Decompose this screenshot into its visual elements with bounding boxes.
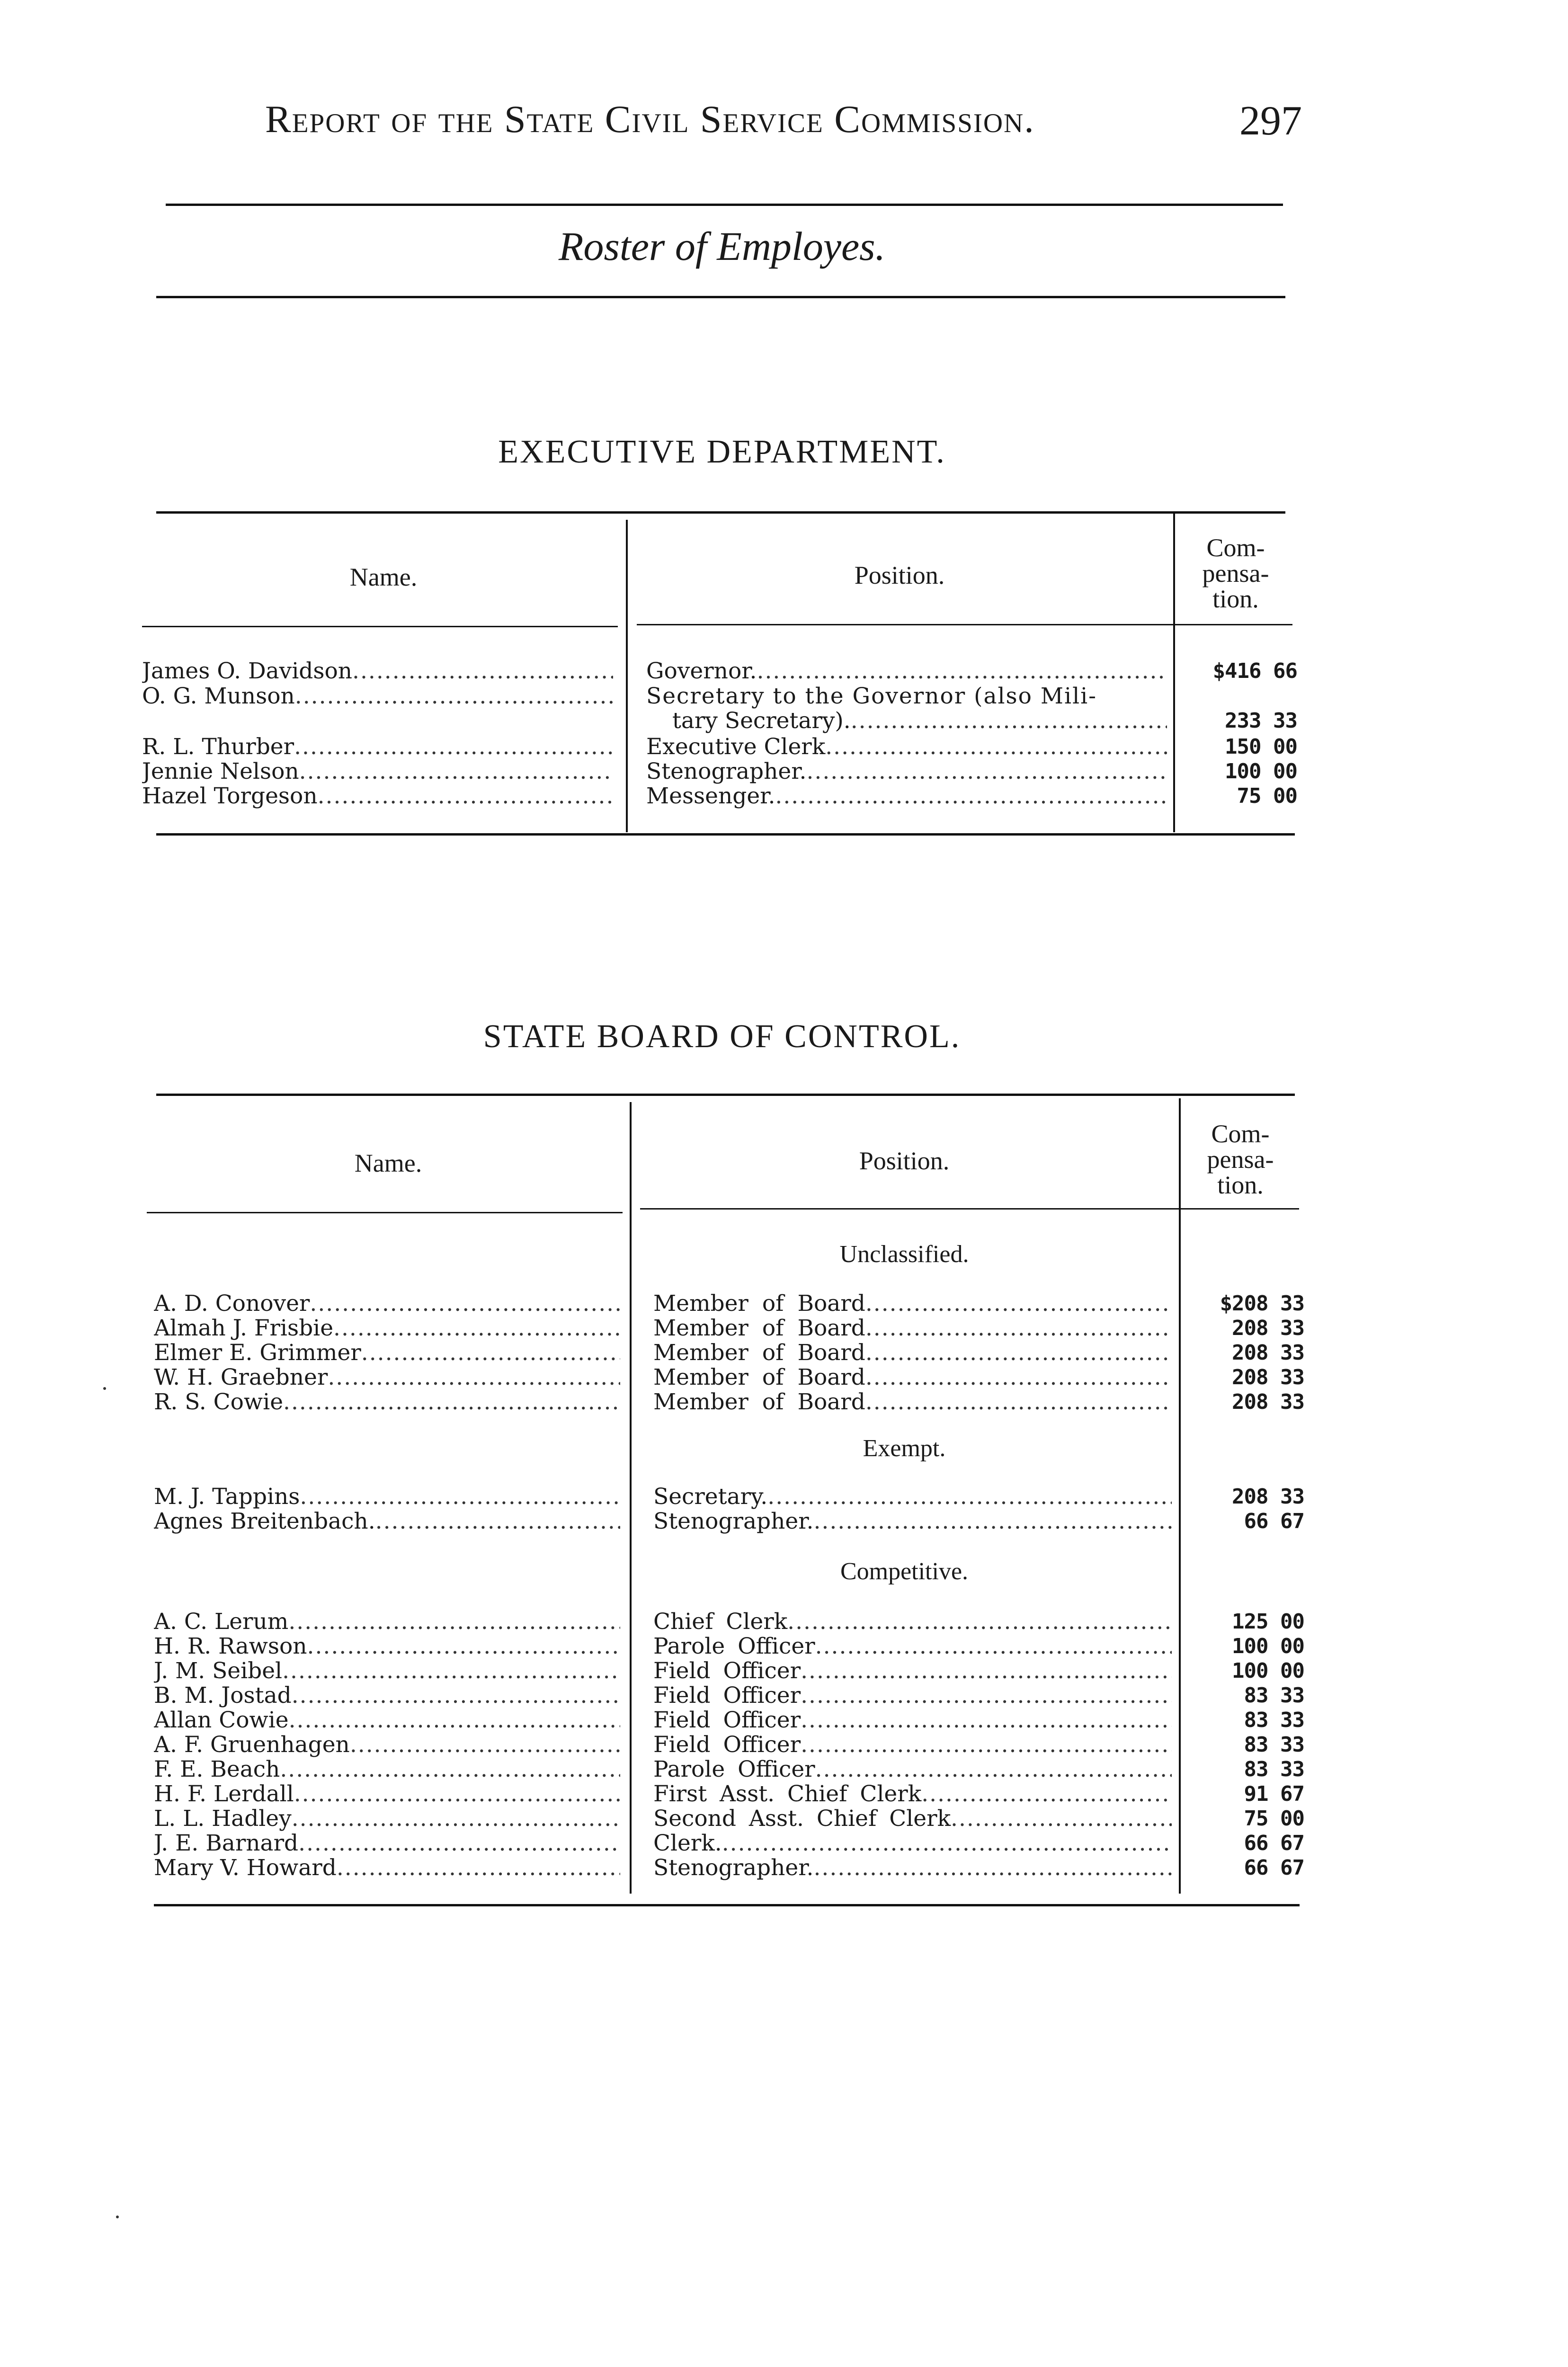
dot-leader bbox=[951, 1806, 1172, 1831]
dot-leader bbox=[294, 1782, 620, 1806]
employee-compensation: 83 33 bbox=[1244, 1733, 1304, 1757]
employee-position-continued: tary Secretary). bbox=[672, 709, 851, 733]
employee-compensation: 75 00 bbox=[1244, 1806, 1304, 1831]
dot-leader bbox=[328, 1365, 620, 1390]
employee-position: Field Officer bbox=[653, 1659, 801, 1683]
dot-leader bbox=[787, 1610, 1172, 1634]
board-header-comp-3: tion. bbox=[1217, 1171, 1264, 1199]
employee-name: H. F. Lerdall bbox=[154, 1782, 294, 1806]
employee-compensation: 150 00 bbox=[1225, 735, 1297, 759]
dot-leader bbox=[310, 1291, 620, 1316]
exec-divider-1 bbox=[626, 520, 628, 832]
board-header-name: Name. bbox=[354, 1149, 422, 1177]
employee-compensation: 208 33 bbox=[1232, 1485, 1304, 1509]
dot-leader bbox=[280, 1757, 620, 1782]
employee-position: Secretary to the Governor (also Mili- bbox=[646, 684, 1097, 709]
exec-header-comp-3: tion. bbox=[1212, 585, 1259, 613]
dot-leader bbox=[361, 1341, 620, 1365]
roster-subtitle: Roster of Employes. bbox=[558, 223, 886, 269]
employee-compensation: 66 67 bbox=[1244, 1831, 1304, 1855]
dot-leader bbox=[300, 1485, 620, 1509]
employee-compensation: 208 33 bbox=[1232, 1316, 1304, 1340]
dot-leader bbox=[801, 1683, 1172, 1708]
dot-leader bbox=[318, 784, 613, 809]
dot-leader bbox=[283, 1390, 620, 1415]
employee-name: Agnes Breitenbach. bbox=[154, 1509, 375, 1534]
dot-leader bbox=[337, 1856, 620, 1880]
employee-name: Jennie Nelson bbox=[142, 759, 299, 784]
employee-name: A. F. Gruenhagen bbox=[154, 1733, 350, 1757]
dot-leader bbox=[801, 1659, 1172, 1683]
employee-compensation: 208 33 bbox=[1232, 1365, 1304, 1389]
dot-leader bbox=[815, 1634, 1172, 1659]
employee-compensation: 75 00 bbox=[1237, 784, 1297, 808]
dot-leader bbox=[288, 1610, 620, 1634]
employee-compensation: 100 00 bbox=[1232, 1634, 1304, 1658]
employee-compensation: 100 00 bbox=[1232, 1659, 1304, 1683]
employee-name: Mary V. Howard bbox=[154, 1856, 337, 1880]
dot-leader bbox=[806, 759, 1167, 784]
scan-speck bbox=[116, 2216, 119, 2218]
subtitle-rule bbox=[156, 296, 1285, 298]
employee-compensation: $416 66 bbox=[1212, 659, 1297, 683]
board-header-rule-left bbox=[147, 1212, 623, 1213]
dot-leader bbox=[295, 684, 613, 709]
running-title: Report of the State Civil Service Commission. bbox=[265, 98, 1035, 141]
dot-leader bbox=[825, 735, 1167, 759]
employee-position: Governor. bbox=[646, 659, 757, 684]
group-label-competitive: Competitive. bbox=[840, 1558, 969, 1585]
dot-leader bbox=[775, 784, 1167, 809]
board-divider-1 bbox=[630, 1102, 632, 1894]
exec-header-comp-2: pensa- bbox=[1202, 559, 1269, 587]
exec-header-comp-1: Com- bbox=[1206, 534, 1265, 562]
employee-name: B. M. Jostad bbox=[154, 1683, 292, 1708]
exec-header-position: Position. bbox=[854, 561, 945, 589]
employee-name: James O. Davidson bbox=[142, 659, 353, 684]
dot-leader bbox=[865, 1316, 1172, 1341]
dot-leader bbox=[851, 709, 1167, 733]
exec-bottom-rule bbox=[156, 833, 1295, 836]
exec-header-name: Name. bbox=[349, 563, 418, 591]
employee-position: Clerk. bbox=[653, 1831, 722, 1856]
page-number: 297 bbox=[1239, 98, 1302, 144]
group-label-unclassified: Unclassified. bbox=[839, 1241, 969, 1268]
dot-leader bbox=[292, 1683, 620, 1708]
dot-leader bbox=[757, 659, 1167, 684]
employee-compensation: 100 00 bbox=[1225, 759, 1297, 783]
employee-compensation: 233 33 bbox=[1225, 709, 1297, 733]
employee-position: Field Officer bbox=[653, 1733, 801, 1757]
employee-name: M. J. Tappins bbox=[154, 1485, 300, 1509]
scan-speck bbox=[103, 1387, 106, 1390]
employee-name: L. L. Hadley bbox=[154, 1806, 292, 1831]
group-label-exempt: Exempt. bbox=[863, 1435, 946, 1462]
board-top-rule bbox=[156, 1094, 1295, 1096]
employee-position: Chief Clerk bbox=[653, 1610, 788, 1634]
employee-name: H. R. Rawson bbox=[154, 1634, 307, 1659]
employee-position: Stenographer. bbox=[653, 1856, 814, 1880]
employee-name: W. H. Graebner bbox=[154, 1365, 328, 1390]
employee-position: Second Asst. Chief Clerk bbox=[653, 1806, 951, 1831]
board-header-comp-1: Com- bbox=[1211, 1120, 1270, 1148]
employee-name: A. C. Lerum bbox=[154, 1610, 289, 1634]
employee-compensation: 66 67 bbox=[1244, 1856, 1304, 1880]
board-header-rule-right bbox=[640, 1208, 1299, 1210]
employee-position: Stenographer. bbox=[646, 759, 807, 784]
employee-name: Elmer E. Grimmer bbox=[154, 1341, 361, 1365]
employee-compensation: $208 33 bbox=[1220, 1291, 1304, 1316]
employee-name: J. M. Seibel bbox=[154, 1659, 283, 1683]
exec-top-rule bbox=[156, 511, 1285, 514]
employee-position: Member of Board bbox=[653, 1390, 865, 1415]
dot-leader bbox=[289, 1708, 620, 1733]
dot-leader bbox=[350, 1733, 620, 1757]
dot-leader bbox=[813, 1856, 1172, 1880]
dot-leader bbox=[801, 1733, 1172, 1757]
dot-leader bbox=[352, 659, 613, 684]
employee-position: Parole Officer bbox=[653, 1634, 815, 1659]
dot-leader bbox=[292, 1806, 620, 1831]
board-header-comp-2: pensa- bbox=[1207, 1145, 1274, 1174]
employee-name: O. G. Munson bbox=[142, 684, 295, 709]
employee-position: Member of Board bbox=[653, 1341, 865, 1365]
employee-compensation: 208 33 bbox=[1232, 1390, 1304, 1414]
exec-header-rule-left bbox=[142, 626, 618, 627]
employee-compensation: 83 33 bbox=[1244, 1757, 1304, 1781]
employee-name: F. E. Beach bbox=[154, 1757, 280, 1782]
employee-compensation: 66 67 bbox=[1244, 1509, 1304, 1533]
employee-compensation: 91 67 bbox=[1244, 1782, 1304, 1806]
dot-leader bbox=[307, 1634, 620, 1659]
top-rule bbox=[166, 204, 1283, 206]
employee-position: Messenger. bbox=[646, 784, 775, 809]
employee-position: Secretary. bbox=[653, 1485, 768, 1509]
dot-leader bbox=[722, 1831, 1172, 1856]
dot-leader bbox=[813, 1509, 1172, 1534]
dot-leader bbox=[298, 1831, 620, 1856]
board-bottom-rule bbox=[154, 1904, 1300, 1906]
employee-name: R. S. Cowie bbox=[154, 1390, 284, 1415]
employee-compensation: 208 33 bbox=[1232, 1341, 1304, 1365]
employee-position: Field Officer bbox=[653, 1683, 801, 1708]
dot-leader bbox=[333, 1316, 620, 1341]
exec-header-rule-right bbox=[637, 624, 1292, 625]
dot-leader bbox=[375, 1509, 620, 1534]
dot-leader bbox=[921, 1782, 1172, 1806]
employee-position: Member of Board bbox=[653, 1365, 865, 1390]
employee-name: R. L. Thurber bbox=[142, 735, 294, 759]
employee-position: Field Officer bbox=[653, 1708, 801, 1733]
employee-position: Parole Officer bbox=[653, 1757, 815, 1782]
board-title: STATE BOARD OF CONTROL. bbox=[483, 1018, 961, 1055]
board-divider-2 bbox=[1179, 1098, 1181, 1894]
dot-leader bbox=[865, 1291, 1172, 1316]
employee-name: Hazel Torgeson bbox=[142, 784, 318, 809]
board-header-position: Position. bbox=[859, 1147, 950, 1175]
employee-name: Almah J. Frisbie bbox=[154, 1316, 334, 1341]
dot-leader bbox=[282, 1659, 620, 1683]
employee-compensation: 125 00 bbox=[1232, 1610, 1304, 1634]
employee-position: Member of Board bbox=[653, 1316, 865, 1341]
dot-leader bbox=[865, 1390, 1172, 1415]
dot-leader bbox=[865, 1365, 1172, 1390]
employee-position: Executive Clerk bbox=[646, 735, 826, 759]
employee-position: Member of Board bbox=[653, 1291, 865, 1316]
employee-name: J. E. Barnard bbox=[154, 1831, 299, 1856]
employee-name: A. D. Conover bbox=[154, 1291, 310, 1316]
employee-name: Allan Cowie bbox=[154, 1708, 289, 1733]
employee-compensation: 83 33 bbox=[1244, 1708, 1304, 1732]
employee-position: Stenographer. bbox=[653, 1509, 814, 1534]
dot-leader bbox=[767, 1485, 1172, 1509]
employee-position: First Asst. Chief Clerk bbox=[653, 1782, 922, 1806]
dot-leader bbox=[299, 759, 613, 784]
executive-title: EXECUTIVE DEPARTMENT. bbox=[498, 434, 946, 470]
exec-divider-2 bbox=[1173, 514, 1175, 832]
dot-leader bbox=[815, 1757, 1172, 1782]
employee-compensation: 83 33 bbox=[1244, 1683, 1304, 1708]
dot-leader bbox=[294, 735, 613, 759]
dot-leader bbox=[801, 1708, 1172, 1733]
dot-leader bbox=[865, 1341, 1172, 1365]
